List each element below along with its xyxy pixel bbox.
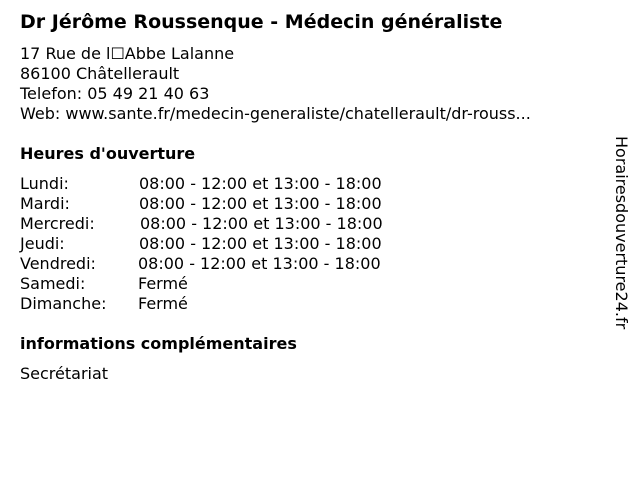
website-url: Web: www.sante.fr/medecin-generaliste/chatellerault/dr-rouss... bbox=[20, 104, 531, 123]
watermark bbox=[610, 136, 634, 376]
opening-hours-heading: Heures d'ouverture bbox=[20, 144, 196, 163]
day-label: Lundi: bbox=[20, 174, 69, 193]
day-hours: 08:00 - 12:00 et 13:00 - 18:00 bbox=[139, 174, 382, 193]
day-hours: 08:00 - 12:00 et 13:00 - 18:00 bbox=[139, 194, 382, 213]
day-hours: Fermé bbox=[138, 294, 188, 313]
address-city: 86100 Châtellerault bbox=[20, 64, 180, 83]
day-label: Mercredi: bbox=[20, 214, 95, 233]
day-hours: Fermé bbox=[138, 274, 188, 293]
day-hours: 08:00 - 12:00 et 13:00 - 18:00 bbox=[140, 214, 383, 233]
day-hours: 08:00 - 12:00 et 13:00 - 18:00 bbox=[139, 234, 382, 253]
day-label: Samedi: bbox=[20, 274, 86, 293]
additional-info-text: Secrétariat bbox=[20, 364, 109, 383]
day-label: Vendredi: bbox=[20, 254, 96, 273]
day-label: Dimanche: bbox=[20, 294, 107, 313]
page-title: Dr Jérôme Roussenque - Médecin généraliste bbox=[20, 11, 503, 33]
day-hours: 08:00 - 12:00 et 13:00 - 18:00 bbox=[138, 254, 381, 273]
additional-info-heading: informations complémentaires bbox=[20, 334, 297, 353]
address-street: 17 Rue de l☐Abbe Lalanne bbox=[20, 44, 235, 63]
day-label: Jeudi: bbox=[20, 234, 65, 253]
watermark-text: Horairesdouverture24.fr bbox=[612, 136, 631, 330]
contact-info bbox=[20, 44, 531, 124]
day-label: Mardi: bbox=[20, 194, 70, 213]
phone-number: Telefon: 05 49 21 40 63 bbox=[20, 84, 210, 103]
